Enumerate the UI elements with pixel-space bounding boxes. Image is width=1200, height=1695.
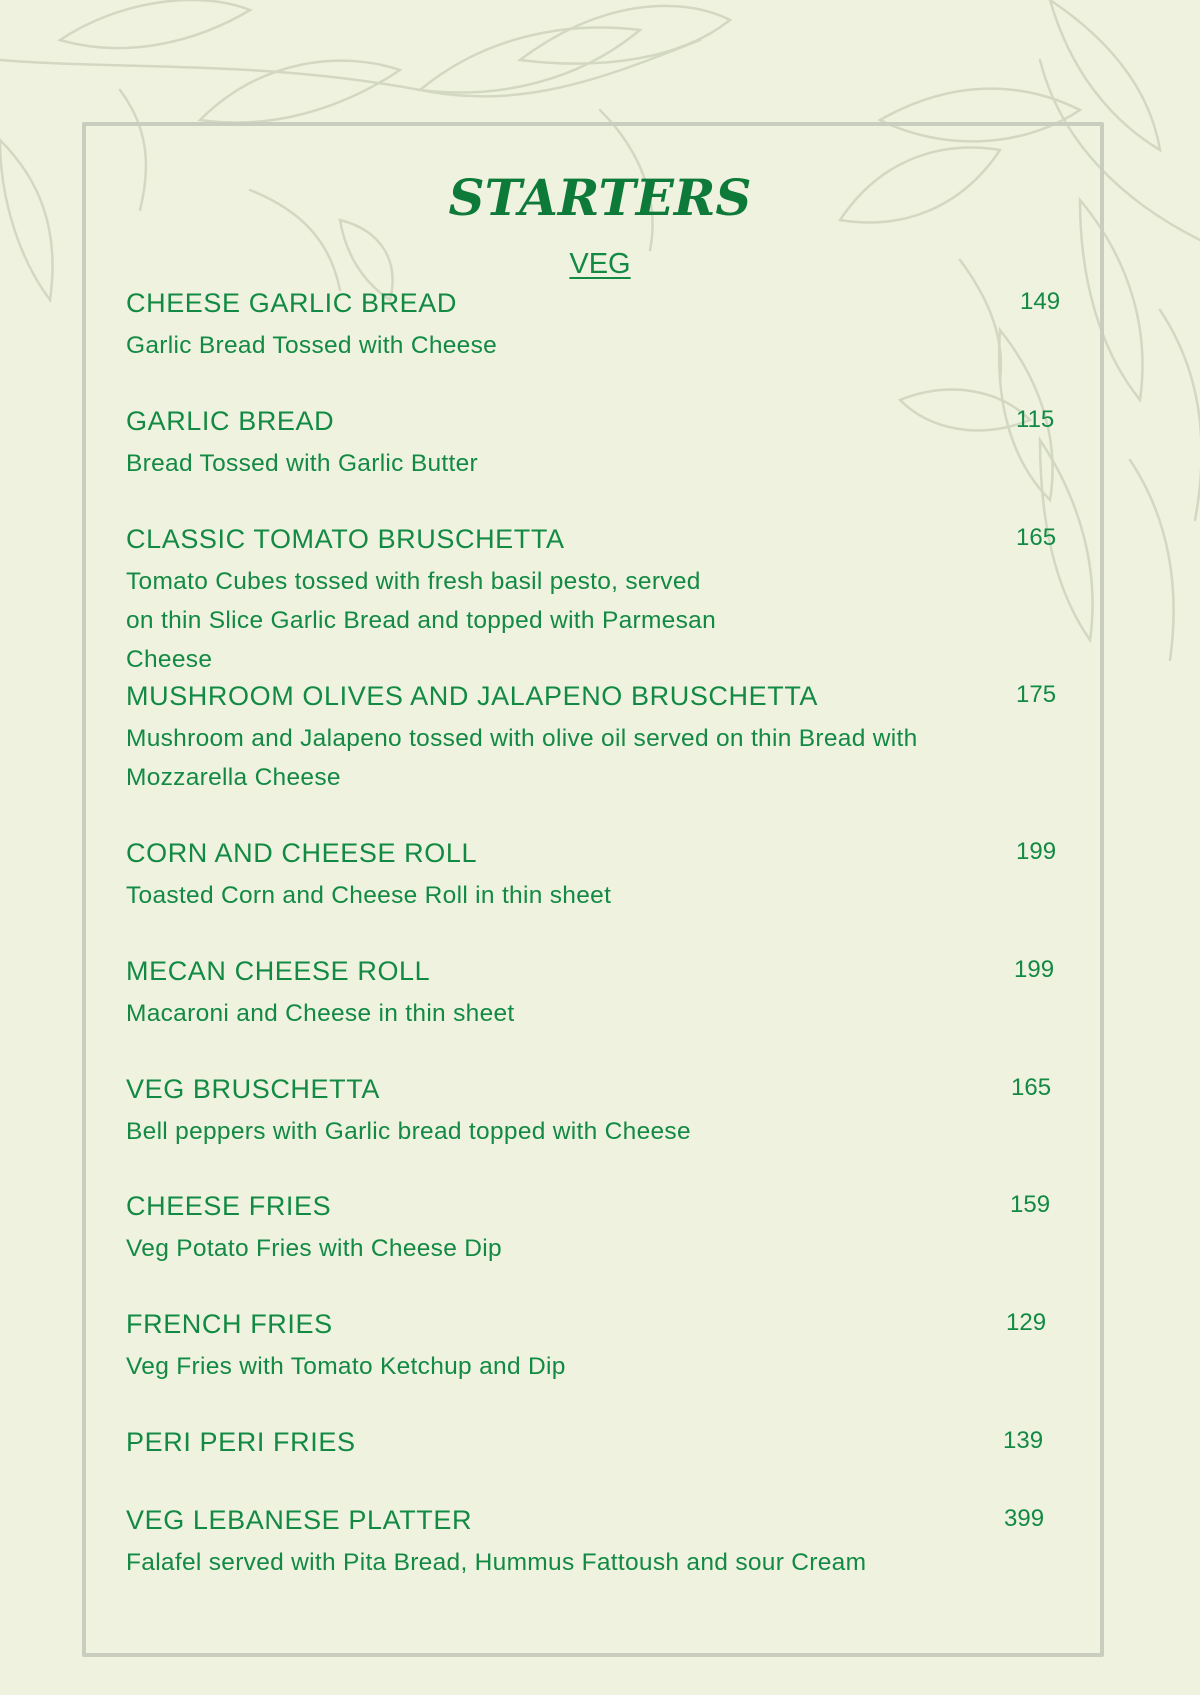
item-price: 165 [1016,524,1057,551]
item-price: 139 [1003,1427,1044,1454]
item-price: 115 [1016,406,1055,433]
item-price: 199 [1016,838,1057,865]
item-price: 199 [1014,956,1055,983]
item-description: Veg Fries with Tomato Ketchup and Dip [126,1353,566,1380]
item-description: Bell peppers with Garlic bread topped with Cheese [126,1118,691,1145]
item-name: VEG BRUSCHETTA [126,1074,380,1104]
item-price: 129 [1006,1309,1047,1336]
item-name: CLASSIC TOMATO BRUSCHETTA [126,524,565,554]
item-description: Macaroni and Cheese in thin sheet [126,1000,515,1027]
item-description: Mushroom and Jalapeno tossed with olive oil served on thin Bread with Mozzarella Cheese [126,725,918,791]
section-heading: VEG [569,248,631,280]
item-name: VEG LEBANESE PLATTER [126,1505,473,1535]
item-description: Falafel served with Pita Bread, Hummus Fattoush and sour Cream [126,1549,867,1576]
item-description: Garlic Bread Tossed with Cheese [126,332,498,359]
item-name: CHEESE FRIES [126,1191,332,1221]
item-name: MUSHROOM OLIVES AND JALAPENO BRUSCHETTA [126,681,819,711]
item-description: Bread Tossed with Garlic Butter [126,450,479,477]
item-name: CORN AND CHEESE ROLL [126,838,478,868]
item-price: 149 [1020,288,1061,315]
item-name: GARLIC BREAD [126,406,335,436]
item-name: FRENCH FRIES [126,1309,333,1339]
item-description: Veg Potato Fries with Cheese Dip [126,1235,502,1262]
item-price: 175 [1016,681,1057,708]
item-price: 159 [1010,1191,1051,1218]
item-name: PERI PERI FRIES [126,1427,356,1457]
item-description: Toasted Corn and Cheese Roll in thin sheet [126,882,612,909]
item-name: CHEESE GARLIC BREAD [126,288,457,318]
item-description: Tomato Cubes tossed with fresh basil pesto, served on thin Slice Garlic Bread and topped with Parmesan Cheese [126,568,717,673]
item-price: 165 [1011,1074,1052,1101]
item-price: 399 [1004,1505,1045,1532]
page-title: STARTERS [448,168,752,227]
item-name: MECAN CHEESE ROLL [126,956,431,986]
